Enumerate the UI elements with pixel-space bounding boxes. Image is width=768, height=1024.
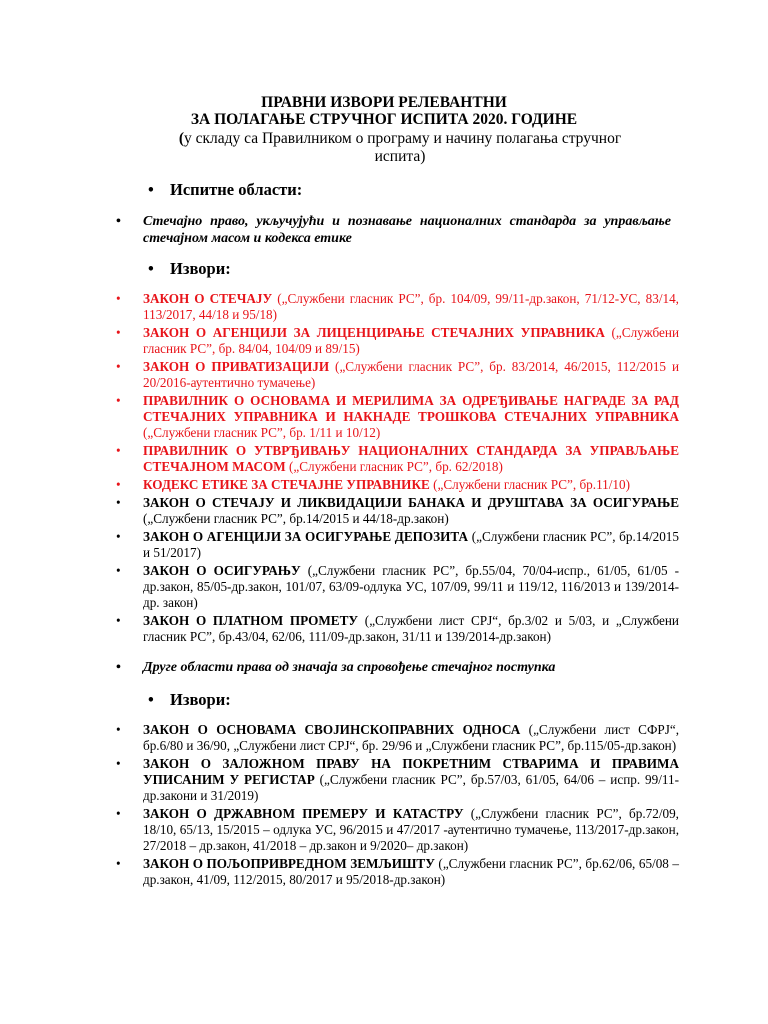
bullet-icon: •	[116, 856, 121, 871]
bullet-icon: •	[116, 563, 121, 578]
bullet-icon: •	[148, 180, 154, 199]
law-reference: („Службени гласник РС”, бр. 62/2018)	[285, 459, 503, 474]
source-item	[116, 563, 679, 611]
bullet-icon: •	[116, 477, 121, 492]
exam-area-1-text: Стечајно право, укључујући и познавање националних стандарда за управљање стечајном масом и кодекса етике	[143, 214, 671, 246]
source-item	[116, 529, 679, 561]
heading-sources-2	[148, 690, 231, 710]
law-name: ЗАКОН О АГЕНЦИЈИ ЗА ОСИГУРАЊЕ ДЕПОЗИТА	[143, 529, 469, 544]
bullet-icon: •	[116, 756, 121, 771]
law-reference: („Службени гласник РС”, бр. 84/04, 104/09 и 89/15)	[143, 325, 680, 356]
source-item	[116, 756, 679, 804]
law-reference: („Службени лист СФРЈ“, бр.6/80 и 36/90, „Службени лист СРЈ“, бр. 29/96 и „Службени гласник РС”, бр.115/05-др.закон)	[143, 722, 679, 753]
bullet-icon: •	[148, 259, 154, 278]
bullet-icon: •	[116, 443, 121, 458]
source-item	[116, 359, 679, 391]
law-name: ЗАКОН О ДРЖАВНОМ ПРЕМЕРУ И КАТАСТРУ	[143, 806, 464, 821]
bullet-icon: •	[148, 690, 154, 709]
exam-area-2	[116, 659, 671, 676]
source-item	[116, 856, 679, 888]
law-reference: („Службени гласник РС”, бр.57/03, 61/05, 64/06 – испр. 99/11-др.закони и 31/2019)	[143, 772, 679, 803]
law-name: ПРАВИЛНИК О УТВРЂИВАЊУ НАЦИОНАЛНИХ СТАНДАРДА ЗА УПРАВЉАЊЕ СТЕЧАЈНОМ МАСОМ	[143, 443, 679, 474]
source-item	[116, 291, 679, 323]
law-name: ЗАКОН О ОСНОВАМА СВОЈИНСКОПРАВНИХ ОДНОСА	[143, 722, 521, 737]
heading-exam-areas	[148, 180, 302, 200]
law-reference: („Службени гласник РС”, бр. 104/09, 99/11-др.закон, 71/12-УС, 83/14, 113/2017, 44/18 и 95/18)	[143, 291, 679, 322]
law-reference: („Службени гласник РС”, бр.14/2015 и 44/18-др.закон)	[143, 511, 449, 526]
law-reference: („Службени гласник РС”, бр.11/10)	[429, 477, 631, 492]
bullet-icon: •	[116, 393, 121, 408]
law-name: ПРАВИЛНИК О ОСНОВАМА И МЕРИЛИМА ЗА ОДРЕЂИВАЊЕ НАГРАДЕ ЗА РАД СТЕЧАЈНИХ УПРАВНИКА И НАКНАДЕ ТРОШКОВА СТЕЧАЈНИХ УПРАВНИКА	[143, 393, 679, 424]
source-item	[116, 806, 679, 854]
bullet-icon: •	[116, 722, 121, 737]
source-item	[116, 325, 679, 357]
source-item	[116, 613, 679, 645]
law-name: ЗАКОН О ЗАЛОЖНОМ ПРАВУ НА ПОКРЕТНИМ СТВАРИМА И ПРАВИМА УПИСАНИМ У РЕГИСТАР	[143, 756, 679, 787]
law-name: ЗАКОН О СТЕЧАЈУ	[143, 291, 273, 306]
bullet-icon: •	[116, 359, 121, 374]
source-item	[116, 495, 679, 527]
title-line-2: ЗА ПОЛАГАЊЕ СТРУЧНОГ ИСПИТА 2020. ГОДИНЕ	[190, 111, 578, 128]
source-item	[116, 477, 679, 493]
subtitle	[170, 130, 630, 166]
law-name: ЗАКОН О ПОЉОПРИВРЕДНОМ ЗЕМЉИШТУ	[143, 856, 435, 871]
exam-area-2-text: Друге области права од значаја за спровођење стечајног поступка	[143, 660, 556, 675]
source-item	[116, 722, 679, 754]
law-name: КОДЕКС ЕТИКЕ ЗА СТЕЧАЈНЕ УПРАВНИКЕ	[143, 477, 430, 492]
source-item	[116, 443, 679, 475]
bullet-icon: •	[116, 613, 121, 628]
bullet-icon: •	[116, 291, 121, 306]
bullet-icon: •	[116, 214, 121, 229]
heading-sources-2-text: Извори:	[170, 690, 231, 709]
law-name: ЗАКОН О ОСИГУРАЊУ	[143, 563, 301, 578]
bullet-icon: •	[116, 325, 121, 340]
source-item	[116, 393, 679, 441]
law-reference: („Службени лист СРЈ“, бр.3/02 и 5/03, и „Службени гласник РС”, бр.43/04, 62/06, 111/09-др.закон, 31/11 и 139/2014-др.закон)	[143, 613, 679, 644]
law-name: ЗАКОН О СТЕЧАЈУ И ЛИКВИДАЦИЈИ БАНАКА И ДРУШТАВА ЗА ОСИГУРАЊЕ	[143, 495, 679, 510]
heading-sources-1	[148, 259, 231, 279]
law-reference: („Службени гласник РС”, бр.55/04, 70/04-испр., 61/05, 61/05 - др.закон, 85/05-др.закон, 101/07, 63/09-одлука УС, 107/09, 99/11 и 119/12, 116/2013 и 139/2014-др. закон)	[143, 563, 679, 610]
law-reference: („Службени гласник РС”, бр.62/06, 65/08 – др.закон, 41/09, 112/2015, 80/2017 и 95/2018-др.закон)	[143, 856, 680, 887]
law-reference: („Службени гласник РС”, бр. 83/2014, 46/2015, 112/2015 и 20/2016-аутентично тумачење)	[143, 359, 679, 390]
bullet-icon: •	[116, 806, 121, 821]
heading-sources-1-text: Извори:	[170, 259, 231, 278]
sources-list-2	[116, 722, 679, 888]
law-reference: („Службени гласник РС”, бр.14/2015 и 51/2017)	[143, 529, 679, 560]
title-line-1: ПРАВНИ ИЗВОРИ РЕЛЕВАНТНИ	[261, 94, 507, 111]
bullet-icon: •	[116, 529, 121, 544]
law-reference: („Службени гласник РС”, бр.72/09, 18/10, 65/13, 15/2015 – одлука УС, 96/2015 и 47/2017 -аутентично тумачење, 113/2017-др.закон, 27/2018 – др.закон, 41/2018 – др.закон и 9/2020– др.закон)	[143, 806, 679, 853]
bullet-icon: •	[116, 660, 121, 675]
law-name: ЗАКОН О ПРИВАТИЗАЦИЈИ	[143, 359, 330, 374]
subtitle-paren: (	[178, 130, 184, 147]
law-name: ЗАКОН О ПЛАТНОМ ПРОМЕТУ	[143, 613, 359, 628]
sources-list-1	[116, 291, 679, 645]
law-reference: („Службени гласник РС”, бр. 1/11 и 10/12)	[143, 425, 381, 440]
law-name: ЗАКОН О АГЕНЦИЈИ ЗА ЛИЦЕНЦИРАЊЕ СТЕЧАЈНИХ УПРАВНИКА	[143, 325, 605, 340]
bullet-icon: •	[116, 495, 121, 510]
subtitle-text: у складу са Правилником о програму и начину полагања стручног испита)	[183, 130, 622, 165]
heading-exam-areas-text: Испитне области:	[170, 180, 303, 199]
exam-area-1	[116, 213, 671, 247]
